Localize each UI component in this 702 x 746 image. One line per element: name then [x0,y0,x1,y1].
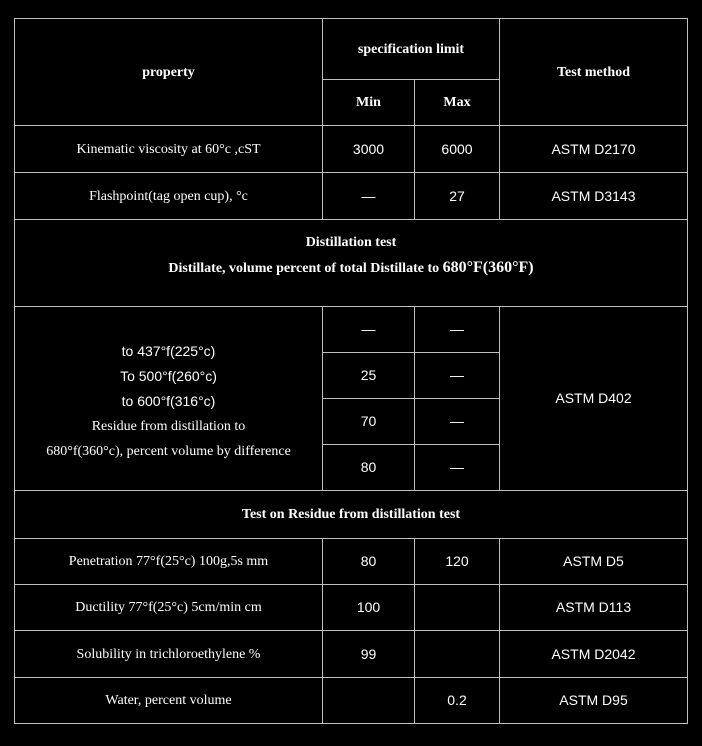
min-cell: 3000 [323,126,415,173]
header-spec-limit: specification limit [323,19,500,80]
table-row [15,173,688,220]
distillation-properties-cell [15,307,323,491]
distillation-line: to 600°f(316°c) [121,393,216,409]
min-cell: 100 [323,585,415,631]
distillation-line: To 500°f(260°c) [120,368,217,384]
header-min: Min [323,80,415,126]
max-cell: 6000 [415,126,500,173]
property-cell: Water, percent volume [15,678,323,724]
min-cell [323,678,415,724]
property-cell: Penetration 77°f(25°c) 100g,5s mm [15,539,323,585]
distillation-subtitle: Distillate, volume percent of total Distillate to [168,261,440,276]
table-row [15,631,688,678]
distillation-line: to 437°f(225°c) [121,343,216,359]
header-property: property [15,19,323,126]
distillation-subtitle-temp: 680°F(360°F) [442,259,534,276]
max-cell: 120 [415,539,500,585]
min-cell: 99 [323,631,415,678]
table-row [15,585,688,631]
method-cell: ASTM D3143 [500,173,688,220]
max-cell: — [415,399,500,445]
method-cell: ASTM D113 [500,585,688,631]
max-cell [415,585,500,631]
table-row [15,539,688,585]
max-cell: — [415,353,500,399]
min-cell: 70 [323,399,415,445]
min-cell: — [323,307,415,353]
method-cell: ASTM D5 [500,539,688,585]
residue-title: Test on Residue from distillation test [15,491,688,539]
distillation-title: Distillation test [305,235,397,250]
header-max: Max [415,80,500,126]
method-cell: ASTM D95 [500,678,688,724]
property-cell: Kinematic viscosity at 60°c ,cST [15,126,323,173]
distillation-section-header [15,220,688,307]
property-cell: Ductility 77°f(25°c) 5cm/min cm [15,585,323,631]
min-cell: — [323,173,415,220]
max-cell [415,631,500,678]
method-cell: ASTM D2042 [500,631,688,678]
table-row [15,678,688,724]
distillation-method-cell: ASTM D402 [500,307,688,491]
max-cell: 0.2 [415,678,500,724]
distillation-line: 680°f(360°c), percent volume by difference [46,444,291,459]
max-cell: 27 [415,173,500,220]
min-cell: 80 [323,539,415,585]
property-cell: Solubility in trichloroethylene % [15,631,323,678]
residue-section-header [15,491,688,539]
distillation-line: Residue from distillation to [91,419,246,434]
property-cell: Flashpoint(tag open cup), °c [15,173,323,220]
table-row [15,307,688,353]
specification-table [14,18,688,724]
distillation-subtitle-line [19,255,683,281]
min-cell: 80 [323,445,415,491]
header-test-method: Test method [500,19,688,126]
max-cell: — [415,445,500,491]
table-row [15,126,688,173]
min-cell: 25 [323,353,415,399]
max-cell: — [415,307,500,353]
method-cell: ASTM D2170 [500,126,688,173]
